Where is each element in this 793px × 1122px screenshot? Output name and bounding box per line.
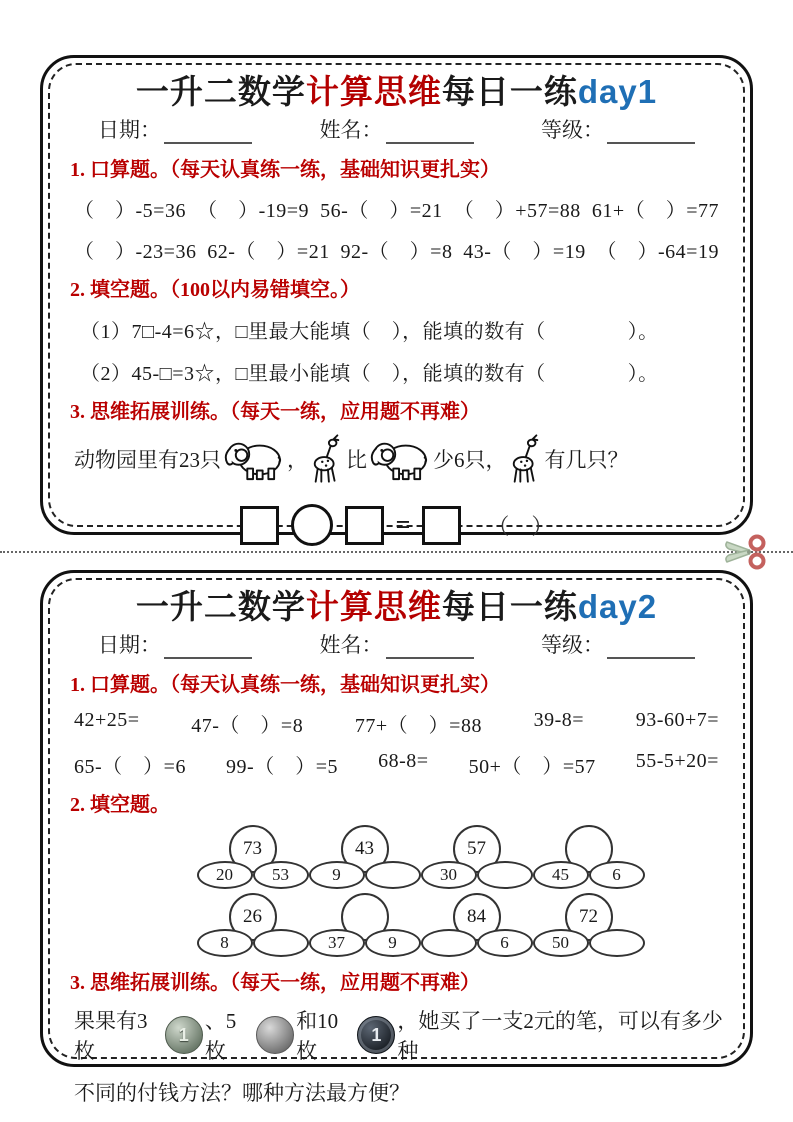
equation: 65-（ ）=6	[74, 756, 186, 779]
day1-date-field	[98, 114, 252, 144]
day2-title	[70, 586, 723, 627]
equation: 77+（ ）=88	[354, 715, 482, 738]
bond-whole: 57	[453, 825, 501, 873]
equation: （ ）-5=36	[74, 200, 186, 223]
day1-fill-line-1: （1）7□-4=6☆，□里最大能填（ ），能填的数有（ ）。	[80, 321, 659, 344]
elephant-icon	[223, 436, 285, 482]
day2-card	[40, 570, 753, 1106]
day2-name-label: 姓名：	[319, 633, 383, 658]
answer-box	[345, 506, 384, 545]
bond-part-right: 53	[253, 861, 309, 889]
day1-word-problem	[74, 434, 723, 484]
day1-thinking-header: 3. 思维拓展训练。（每天一练，应用题不再难）	[70, 401, 480, 424]
day2-thinking-header: 3. 思维拓展训练。（每天一练，应用题不再难）	[70, 972, 480, 995]
day1-fill-line-2: （2）45-□=3☆，□里最小能填（ ），能填的数有（ ）。	[80, 363, 659, 386]
day1-grade-blank	[607, 122, 695, 144]
bond-part-left	[421, 929, 477, 957]
number-bond	[533, 825, 645, 889]
bond-whole: 26	[229, 893, 277, 941]
bond-whole: 84	[453, 893, 501, 941]
deer-icon	[310, 434, 344, 484]
unit-parentheses: （ ）	[487, 513, 554, 539]
bond-whole: 73	[229, 825, 277, 873]
day2-oral-row-2	[74, 750, 719, 779]
day2-name-field	[320, 629, 474, 659]
number-bond	[197, 893, 309, 957]
number-bonds	[70, 825, 723, 957]
day1-name-field	[320, 114, 474, 144]
equation: 62-（ ）=21	[207, 241, 330, 264]
day1-oral-header: 1. 口算题。（每天认真练一练，基础知识更扎实）	[70, 159, 500, 182]
day2-title-day: day2	[577, 588, 658, 625]
bond-part-left: 20	[197, 861, 253, 889]
coin-1-yuan-icon: 1	[165, 1016, 203, 1054]
equation: 68-8=	[378, 750, 429, 773]
operator-circle	[291, 504, 333, 546]
day2-grade-label: 等级：	[541, 633, 604, 658]
day2-oral-row-1	[74, 709, 719, 738]
answer-box	[422, 506, 461, 545]
bond-whole: 43	[341, 825, 389, 873]
scissors-icon	[723, 531, 771, 573]
equation: （ ）-23=36	[74, 241, 197, 264]
day1-equation-template	[70, 504, 723, 546]
equation: 55-5+20=	[635, 750, 719, 773]
elephant-icon	[369, 436, 431, 482]
bond-part-right: 6	[477, 929, 533, 957]
answer-box	[240, 506, 279, 545]
number-bond	[421, 893, 533, 957]
number-bond	[197, 825, 309, 889]
day1-card	[40, 55, 753, 540]
equation: （ ）+57=88	[453, 200, 581, 223]
day2-grade-field	[541, 629, 695, 659]
day1-title-part3: 每日一练	[441, 73, 578, 110]
equation: 50+（ ）=57	[468, 756, 596, 779]
day2-date-label: 日期：	[98, 633, 161, 658]
day2-word-problem	[74, 1005, 723, 1065]
number-bond-row-2	[197, 893, 597, 957]
word-segment: 动物园里有23只	[74, 448, 221, 473]
equation: 56-（ ）=21	[320, 200, 443, 223]
bond-part-right	[253, 929, 309, 957]
day2-date-field	[98, 629, 252, 659]
day1-title-part2: 计算思维	[305, 73, 442, 110]
day2-name-blank	[386, 637, 474, 659]
equation: 47-（ ）=8	[191, 715, 304, 738]
day1-name-blank	[386, 122, 474, 144]
word-segment: 少6只，	[433, 448, 507, 473]
day1-title	[70, 71, 723, 112]
deer-icon	[509, 434, 543, 484]
day2-meta-row	[70, 627, 723, 659]
day2-oral-header: 1. 口算题。（每天认真练一练，基础知识更扎实）	[70, 674, 500, 697]
day1-grade-field	[541, 114, 695, 144]
number-bond	[421, 825, 533, 889]
day1-meta-row	[70, 112, 723, 144]
day2-card-inner-border	[48, 578, 745, 1106]
coin-1-jiao-icon: 1	[357, 1016, 395, 1054]
bond-part-right: 6	[589, 861, 645, 889]
equation: 39-8=	[533, 709, 585, 732]
equation: （ ）-19=9	[197, 200, 310, 223]
equation: （ ）-64=19	[596, 241, 719, 264]
bond-part-left: 45	[533, 861, 589, 889]
day2-word-problem-line2: 不同的付钱方法？哪种方法最方便？	[74, 1081, 410, 1106]
day1-name-label: 姓名：	[319, 118, 383, 143]
word-segment: 有几只？	[544, 448, 629, 473]
bond-part-right	[365, 861, 421, 889]
bond-part-left: 37	[309, 929, 365, 957]
number-bond	[533, 893, 645, 957]
cut-dotted-line	[0, 551, 793, 553]
equation: 61+（ ）=77	[591, 200, 719, 223]
bond-part-right: 9	[365, 929, 421, 957]
day1-oral-row-2	[74, 235, 719, 264]
day2-title-part3: 每日一练	[441, 588, 578, 625]
bond-whole: 72	[565, 893, 613, 941]
bond-part-left: 50	[533, 929, 589, 957]
word-segment: ，她买了一支2元的笔，可以有多少种	[397, 1009, 723, 1064]
day2-date-blank	[164, 637, 252, 659]
number-bond-row-1	[197, 825, 621, 889]
equation: 43-（ ）=19	[463, 241, 586, 264]
bond-part-right	[589, 929, 645, 957]
day2-title-part2: 计算思维	[305, 588, 442, 625]
day1-card-inner-border	[48, 63, 745, 540]
word-segment: 、5枚	[204, 1009, 237, 1064]
day1-title-part1: 一升二数学	[135, 73, 306, 110]
equals-sign: =	[395, 510, 411, 540]
word-segment: 比	[346, 448, 367, 473]
coin-5-jiao-icon	[256, 1016, 294, 1054]
day2-fill-header: 2. 填空题。	[70, 794, 170, 817]
bond-part-left: 8	[197, 929, 253, 957]
day1-fill-header: 2. 填空题。（100以内易错填空。）	[70, 279, 360, 302]
day2-grade-blank	[607, 637, 695, 659]
word-segment: 果果有3枚	[74, 1009, 148, 1064]
day1-date-label: 日期：	[98, 118, 161, 143]
number-bond	[309, 893, 421, 957]
day1-title-day: day1	[577, 73, 658, 110]
number-bond	[309, 825, 421, 889]
equation: 93-60+7=	[635, 709, 719, 732]
word-segment: 和10枚	[296, 1009, 339, 1064]
equation: 92-（ ）=8	[340, 241, 453, 264]
day1-date-blank	[164, 122, 252, 144]
bond-part-left: 30	[421, 861, 477, 889]
word-segment: ，	[287, 448, 308, 473]
day2-title-part1: 一升二数学	[135, 588, 306, 625]
day1-grade-label: 等级：	[541, 118, 604, 143]
equation: 99-（ ）=5	[226, 756, 338, 779]
equation: 42+25=	[74, 709, 140, 732]
bond-part-right	[477, 861, 533, 889]
day1-oral-row-1	[74, 194, 719, 223]
bond-part-left: 9	[309, 861, 365, 889]
